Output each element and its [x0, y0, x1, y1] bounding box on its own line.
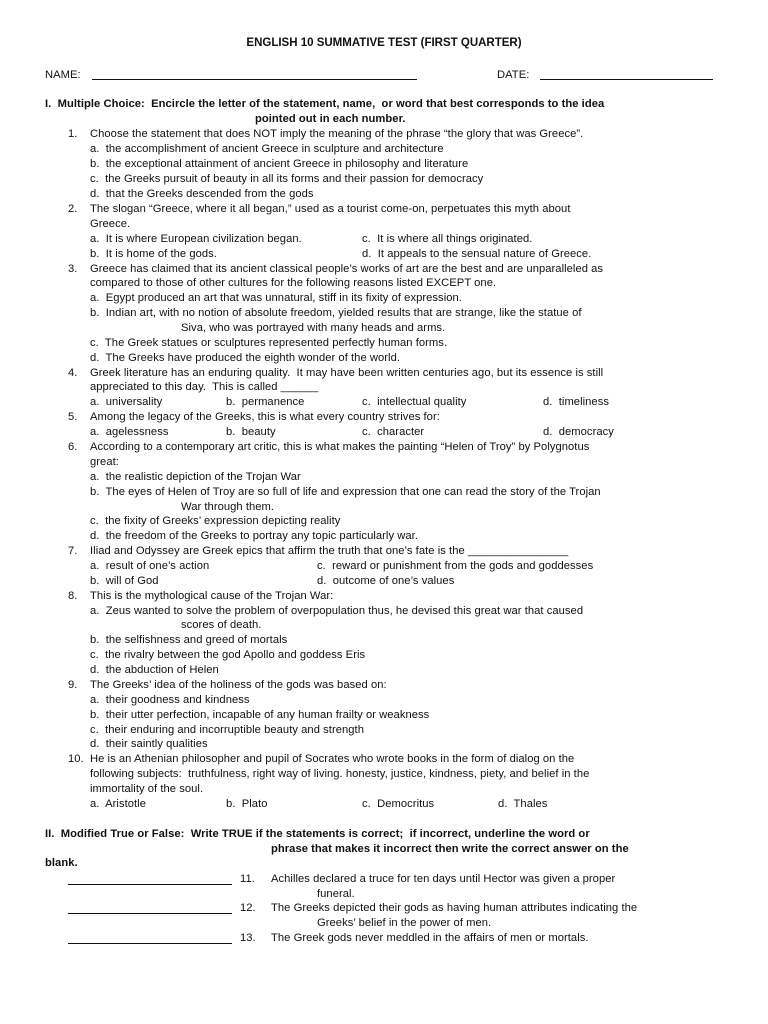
q4-option-a[interactable]: a. universality: [90, 396, 163, 408]
q3-option-b-cont: Siva, who was portrayed with many heads and arms.: [181, 322, 446, 334]
q10-option-a[interactable]: a. Aristotle: [90, 798, 146, 810]
q3-option-c[interactable]: c. The Greek statues or sculptures represented perfectly human forms.: [90, 337, 448, 349]
q5-option-b[interactable]: b. beauty: [226, 426, 276, 438]
date-field-line[interactable]: [540, 79, 713, 80]
q4-text: Greek literature has an enduring quality. It may have been written centuries ago, but its essence is still: [90, 367, 604, 379]
q4-number: 4.: [68, 367, 78, 379]
q9-number: 9.: [68, 679, 78, 691]
q2-number: 2.: [68, 203, 78, 215]
answer-blank-12[interactable]: [68, 913, 232, 914]
q5-option-d[interactable]: d. democracy: [543, 426, 614, 438]
q9-option-b[interactable]: b. their utter perfection, incapable of any human frailty or weakness: [90, 709, 430, 721]
q8-option-b[interactable]: b. the selfishness and greed of mortals: [90, 634, 288, 646]
q7-number: 7.: [68, 545, 78, 557]
part2-heading: II. Modified True or False: Write TRUE if the statements is correct; if incorrect, underline the word or: [45, 828, 590, 840]
q6-text-cont: great:: [90, 456, 119, 468]
q1-option-c[interactable]: c. the Greeks pursuit of beauty in all its forms and their passion for democracy: [90, 173, 484, 185]
q6-option-a[interactable]: a. the realistic depiction of the Trojan War: [90, 471, 301, 483]
q2-option-c[interactable]: c. It is where all things originated.: [362, 233, 533, 245]
q6-option-b-cont: War through them.: [181, 501, 275, 513]
q4-option-d[interactable]: d. timeliness: [543, 396, 609, 408]
item11-text: Achilles declared a truce for ten days until Hector was given a proper: [271, 873, 616, 885]
part2-heading-cont: phrase that makes it incorrect then write the correct answer on the: [271, 843, 629, 855]
name-field-line[interactable]: [92, 79, 417, 80]
q2-option-d[interactable]: d. It appeals to the sensual nature of Greece.: [362, 248, 592, 260]
q7-option-d[interactable]: d. outcome of one’s values: [317, 575, 455, 587]
q2-text-cont: Greece.: [90, 218, 131, 230]
q5-option-a[interactable]: a. agelessness: [90, 426, 169, 438]
q7-option-a[interactable]: a. result of one’s action: [90, 560, 210, 572]
q1-option-a[interactable]: a. the accomplishment of ancient Greece in sculpture and architecture: [90, 143, 444, 155]
q5-text: Among the legacy of the Greeks, this is what every country strives for:: [90, 411, 440, 423]
q8-option-a[interactable]: a. Zeus wanted to solve the problem of overpopulation thus, he devised this great war that caused: [90, 605, 584, 617]
part2-heading-cont2: blank.: [45, 857, 78, 869]
name-label: NAME:: [45, 69, 81, 81]
q9-text: The Greeks’ idea of the holiness of the gods was based on:: [90, 679, 387, 691]
q7-option-c[interactable]: c. reward or punishment from the gods and goddesses: [317, 560, 594, 572]
q6-option-d[interactable]: d. the freedom of the Greeks to portray any topic particularly war.: [90, 530, 418, 542]
q9-option-c[interactable]: c. their enduring and incorruptible beauty and strength: [90, 724, 364, 736]
q6-option-c[interactable]: c. the fixity of Greeks’ expression depicting reality: [90, 515, 341, 527]
q6-option-b[interactable]: b. The eyes of Helen of Troy are so full of life and expression that one can read the story of the Trojan: [90, 486, 601, 498]
q10-number: 10.: [68, 753, 84, 765]
answer-blank-11[interactable]: [68, 884, 232, 885]
part1-heading: I. Multiple Choice: Encircle the letter of the statement, name, or word that best corresponds to the idea: [45, 98, 605, 110]
q8-number: 8.: [68, 590, 78, 602]
item12-text-cont: Greeks’ belief in the power of men.: [317, 917, 492, 929]
q8-option-d[interactable]: d. the abduction of Helen: [90, 664, 219, 676]
q2-option-a[interactable]: a. It is where European civilization began.: [90, 233, 302, 245]
q8-option-a-cont: scores of death.: [181, 619, 262, 631]
q1-number: 1.: [68, 128, 78, 140]
q7-option-b[interactable]: b. will of God: [90, 575, 159, 587]
part1-heading-cont: pointed out in each number.: [255, 113, 406, 125]
q10-text-cont: following subjects: truthfulness, right way of living. honesty, justice, kindness, piety, and belief in the: [90, 768, 590, 780]
date-label: DATE:: [497, 69, 530, 81]
q8-option-c[interactable]: c. the rivalry between the god Apollo and goddess Eris: [90, 649, 366, 661]
item11-text-cont: funeral.: [317, 888, 355, 900]
test-title: ENGLISH 10 SUMMATIVE TEST (FIRST QUARTER): [246, 37, 522, 49]
q10-text-cont2: immortality of the soul.: [90, 783, 204, 795]
q5-number: 5.: [68, 411, 78, 423]
q10-option-c[interactable]: c. Democritus: [362, 798, 435, 810]
item12-number: 12.: [240, 902, 256, 914]
q3-number: 3.: [68, 263, 78, 275]
q3-option-a[interactable]: a. Egypt produced an art that was unnatural, stiff in its fixity of expression.: [90, 292, 462, 304]
answer-blank-13[interactable]: [68, 943, 232, 944]
q9-option-a[interactable]: a. their goodness and kindness: [90, 694, 250, 706]
q1-option-d[interactable]: d. that the Greeks descended from the gods: [90, 188, 314, 200]
item13-number: 13.: [240, 932, 256, 944]
item13-text: The Greek gods never meddled in the affairs of men or mortals.: [271, 932, 589, 944]
item12-text: The Greeks depicted their gods as having human attributes indicating the: [271, 902, 638, 914]
q2-option-b[interactable]: b. It is home of the gods.: [90, 248, 217, 260]
q7-text: Iliad and Odyssey are Greek epics that affirm the truth that one’s fate is the ________________: [90, 545, 569, 557]
q3-text-cont: compared to those of other cultures for the following reasons listed EXCEPT one.: [90, 277, 497, 289]
q10-option-b[interactable]: b. Plato: [226, 798, 268, 810]
q10-text: He is an Athenian philosopher and pupil of Socrates who wrote books in the form of dialog on the: [90, 753, 575, 765]
q4-option-b[interactable]: b. permanence: [226, 396, 305, 408]
q5-option-c[interactable]: c. character: [362, 426, 425, 438]
q6-number: 6.: [68, 441, 78, 453]
q1-text: Choose the statement that does NOT imply the meaning of the phrase “the glory that was Greece”.: [90, 128, 584, 140]
q3-option-b[interactable]: b. Indian art, with no notion of absolute freedom, yielded results that are strange, like the statue of: [90, 307, 582, 319]
q4-text-cont: appreciated to this day. This is called ______: [90, 381, 319, 393]
q9-option-d[interactable]: d. their saintly qualities: [90, 738, 208, 750]
q1-option-b[interactable]: b. the exceptional attainment of ancient Greece in philosophy and literature: [90, 158, 469, 170]
q2-text: The slogan “Greece, where it all began,” used as a tourist come-on, perpetuates this myth about: [90, 203, 571, 215]
q3-text: Greece has claimed that its ancient classical people’s works of art are the best and are unparalleled as: [90, 263, 604, 275]
q3-option-d[interactable]: d. The Greeks have produced the eighth wonder of the world.: [90, 352, 401, 364]
q10-option-d[interactable]: d. Thales: [498, 798, 548, 810]
q6-text: According to a contemporary art critic, this is what makes the painting “Helen of Troy” by Polygnotus: [90, 441, 590, 453]
item11-number: 11.: [240, 873, 255, 885]
q8-text: This is the mythological cause of the Trojan War:: [90, 590, 334, 602]
q4-option-c[interactable]: c. intellectual quality: [362, 396, 467, 408]
